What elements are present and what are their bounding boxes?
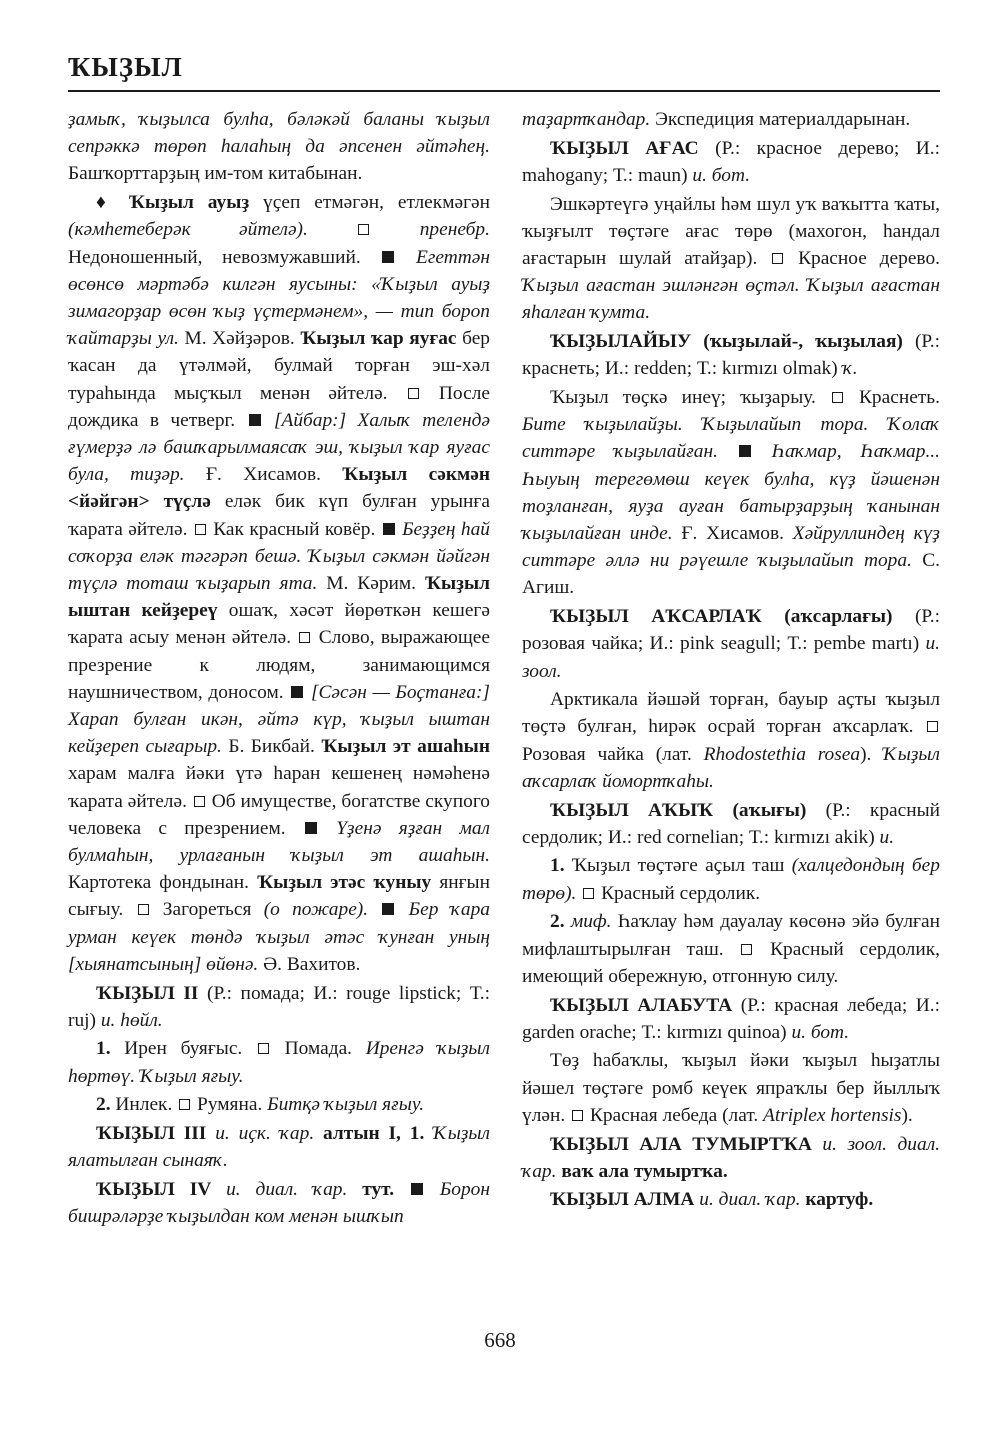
sense-number: 2. bbox=[96, 1094, 111, 1116]
label-text: пренебр. bbox=[419, 219, 490, 241]
translation-text: (Р.: розовая чайка; И.: pink seagull; Т.: pembe martı) bbox=[522, 606, 940, 655]
idiom-headword: Ҡыҙыл ыштан кейҙереү bbox=[68, 572, 490, 622]
translation-text: После дождика в четверг. bbox=[68, 382, 490, 431]
label-text: миф. bbox=[564, 911, 612, 933]
note-text: (о пожаре). bbox=[263, 899, 369, 921]
definition-text: Эшкәртеүгә уңайлы һәм шул уҡ ваҡытта ҡаты, ҡыҙғылт төҫтәге ағас төрө (махогон, һандал ағастарын шулай атайҙар). bbox=[522, 193, 940, 270]
open-square-icon bbox=[258, 1043, 269, 1054]
page-number: 668 bbox=[484, 1328, 516, 1352]
sense-1 bbox=[68, 1035, 490, 1089]
translation-text: Красный сердолик. bbox=[601, 882, 761, 904]
filled-square-icon bbox=[411, 1183, 423, 1195]
entry-kyzyl-akyk bbox=[522, 797, 940, 851]
example-text: Хәйруллиндең күҙ ситтәре әллә ни рәүешле ҡыҙылайып тора. bbox=[522, 523, 940, 572]
example-text: Үҙенә яҙған мал булмаһын, урлағанын ҡыҙыл эт ашаһын. bbox=[68, 817, 490, 866]
definition-text: еләк бик күп булған урынға ҡарата әйтелә. bbox=[68, 491, 490, 540]
entry-continuation bbox=[68, 106, 490, 188]
label-text: и. бот. bbox=[791, 1021, 850, 1043]
entry-kyzyl-agas bbox=[522, 135, 940, 189]
idiom-headword: Ҡыҙыл эт ашаһын bbox=[321, 736, 490, 758]
open-square-icon bbox=[583, 888, 594, 899]
example-text: Ҡыҙыл аҡсарлаҡ йомортҡаһы. bbox=[522, 743, 940, 792]
translation-text: (Р.: красный сердолик; И.: red cornelian; Т.: kırmızı akik) bbox=[522, 799, 941, 848]
definition-text: Һаҡлау һәм дауалау көсөнә эйә булған мифлаштырылған таш. bbox=[522, 911, 940, 960]
entry-headword: ҠЫҘЫЛ АҠЫҠ bbox=[550, 799, 714, 821]
translation-text: Красный сердолик, имеющий обережную, отгонную силу. bbox=[522, 938, 940, 987]
filled-square-icon bbox=[249, 414, 261, 426]
open-square-icon bbox=[358, 224, 369, 235]
definition-text: Арктикала йәшәй торған, бауыр аҫты ҡыҙыл төҫтә булған, һирәк осрай торған аҡсарлаҡ. bbox=[522, 689, 940, 738]
entry-headword: ҠЫҘЫЛ АЛА ТУМЫРТҠА bbox=[550, 1133, 812, 1155]
definition-text: ошаҡ, хәсәт йөрөткән кешегә ҡарата асыу менән әйтелә. bbox=[68, 600, 490, 649]
note-text: (халцедондың бер төрө). bbox=[522, 855, 940, 904]
diamond-icon: ♦ bbox=[96, 192, 129, 214]
definition-text: бер ҡасан да үтәлмәй, булмай торған эш-хәл тураһында мыҫҡыл менән әйтелә. bbox=[68, 328, 490, 404]
example-text: Егеттән өсөнсө мәртәбә килгән яусыны: «Ҡыҙыл ауыҙ зимагорҙар өсөн ҡыҙ үҫтермәнем», — тип бороп ҡайтарҙы ул. bbox=[68, 246, 490, 350]
cross-reference: картуф. bbox=[800, 1189, 874, 1211]
entry-kyzyl-ala-tumyrtka bbox=[522, 1131, 940, 1185]
example-text: Ҡыҙыл ялатылған сынаяҡ. bbox=[68, 1123, 490, 1172]
note-text: (кәмһетеберәк әйтелә). bbox=[68, 219, 308, 241]
sense-2 bbox=[522, 908, 940, 990]
open-square-icon bbox=[138, 904, 149, 915]
translation-text: Помада. bbox=[284, 1038, 366, 1060]
example-text: Битқә ҡыҙыл яғыу. bbox=[267, 1094, 425, 1116]
entry-headword: ҠЫҘЫЛ АҒАС bbox=[550, 137, 699, 159]
definition-paragraph bbox=[522, 1047, 940, 1129]
translation-text: Красная лебеда (лат. bbox=[589, 1104, 764, 1126]
source-text: Ә. Вахитов. bbox=[258, 953, 361, 975]
example-text: Ҡыҙыл ағастан эшләнгән өҫтәл. Ҡыҙыл ағастан яһалған ҡумта. bbox=[522, 275, 940, 324]
latin-name: Rhodostethia rosea bbox=[703, 743, 861, 765]
translation-text: (Р.: красная лебеда; И.: garden orache; Т.: kırmızı quinoa) bbox=[522, 994, 941, 1043]
forms-text: (аҡығы) bbox=[713, 799, 807, 821]
entry-kyzyl-aksarlak bbox=[522, 603, 940, 685]
example-text: ҙамыҡ, ҡыҙылса булһа, бәләкәй баланы ҡыҙыл сепрәккә төрөп һалаһың да әпсенен әйтәһең. bbox=[68, 109, 490, 158]
source-text: М. Хәйҙәров. bbox=[178, 328, 301, 350]
open-square-icon bbox=[179, 1099, 190, 1110]
label-text: и. һөйл. bbox=[100, 1009, 163, 1031]
translation-text: Как красный ковёр. bbox=[213, 518, 381, 540]
translation-text: Об имуществе, богатстве скупого человека с презрением. bbox=[68, 790, 490, 839]
label-text: и. зоол. диал. ҡар. bbox=[522, 1133, 941, 1182]
translation-text: Недоношенный, невозмужавший. bbox=[68, 246, 381, 268]
entry-continuation bbox=[522, 106, 940, 133]
entry-kyzyl-3 bbox=[68, 1120, 490, 1174]
source-text: Картотека фондынан. bbox=[68, 872, 258, 894]
label-text: и. бот. bbox=[692, 164, 751, 186]
source-text: Ғ. Хисамов. bbox=[184, 464, 343, 486]
open-square-icon bbox=[408, 388, 419, 399]
sense-2 bbox=[68, 1091, 490, 1118]
entry-headword: ҠЫҘЫЛАЙЫУ bbox=[550, 331, 692, 353]
definition-paragraph bbox=[522, 191, 940, 327]
entry-headword: ҠЫҘЫЛ II bbox=[96, 982, 199, 1004]
source-text: Б. Бикбай. bbox=[221, 736, 322, 758]
translation-text: Румяна. bbox=[197, 1094, 268, 1116]
open-square-icon bbox=[299, 632, 310, 643]
source-text: С. Агиш. bbox=[522, 550, 940, 599]
definition-text: Ҡыҙыл төҫтәге аҫыл таш bbox=[564, 855, 792, 877]
translation-text: Слово, выражающее презрение к людям, занимающимся наушничеством, доносом. bbox=[68, 627, 490, 703]
translation-text: (Р.: красное дерево; И.: mahogany; Т.: maun) bbox=[522, 137, 940, 186]
idiom-headword: Ҡыҙыл ауыҙ bbox=[128, 192, 250, 214]
definition-paragraph bbox=[522, 384, 940, 602]
label-text: и. диал. ҡар. bbox=[211, 1178, 348, 1200]
definition-text: Инлек. bbox=[110, 1094, 178, 1116]
punctuation: ). bbox=[860, 743, 884, 765]
definition-text: харам малға йәки үтә һаран кешенең нәмәһенә ҡарата әйтелә. bbox=[68, 763, 490, 812]
definition-text: Ҡыҙыл төҫкә инеү; ҡыҙарыу. bbox=[550, 387, 830, 409]
filled-square-icon bbox=[383, 523, 395, 535]
idiom-headword: Ҡыҙыл сәкмән <йәйгән> түҫлә bbox=[68, 464, 490, 513]
filled-square-icon bbox=[739, 445, 751, 457]
open-square-icon bbox=[927, 721, 938, 732]
open-square-icon bbox=[194, 796, 205, 807]
filled-square-icon bbox=[382, 251, 394, 263]
header-rule bbox=[68, 90, 940, 92]
definition-text: Төҙ һабаҡлы, ҡыҙыл йәки ҡыҙыл һыҙатлы йәшел төҫтәге ромб кеүек япраҡлы бер йыллыҡ үлән. bbox=[522, 1050, 940, 1126]
open-square-icon bbox=[772, 253, 783, 264]
open-square-icon bbox=[195, 524, 206, 535]
example-text: [Сәсән — Боҫтанға:] Харап булған икән, әйтә күр, ҡыҙыл ыштан кейҙереп сығарыр. bbox=[68, 681, 490, 758]
example-text: Иренгә ҡыҙыл һөртөү. Ҡыҙыл яғыу. bbox=[68, 1038, 490, 1087]
open-square-icon bbox=[832, 392, 843, 403]
entry-kyzyl-alabuta bbox=[522, 992, 940, 1046]
label-text: и. bbox=[879, 826, 895, 848]
definition-text: Ирен буяғыс. bbox=[110, 1038, 256, 1060]
entry-kyzyl-4 bbox=[68, 1176, 490, 1230]
label-text: и. диал. ҡар. bbox=[694, 1189, 801, 1211]
example-text: Һаҡмар, Һаҡмар... Һыуың терегөмөш кеүек булһа, күҙ йәшенән тоҙланған, яуҙа ауған батырҙарҙың ҡанынан ҡыҙылайған инде. bbox=[522, 441, 940, 545]
example-text: Беҙҙең һай соҡорҙа еләк тәгәрәп бешә. Ҡыҙыл сәкмән йәйгән түҫлә тоташ ҡыҙарып ята. bbox=[68, 518, 490, 594]
example-text: таҙартҡандар. bbox=[522, 109, 651, 130]
label-text: и. иҫк. ҡар. bbox=[206, 1123, 315, 1145]
entry-kyzyl-alma bbox=[522, 1186, 940, 1213]
latin-name: Atriplex hortensis bbox=[763, 1104, 902, 1126]
example-text: [Айбар:] Халыҡ телендә ғүмерҙә лә башҡарылмаясаҡ эш, ҡыҙыл ҡар яуғас була, тиҙәр. bbox=[68, 409, 490, 486]
entry-headword: ҠЫҘЫЛ АЛМА bbox=[550, 1189, 695, 1211]
open-square-icon bbox=[741, 944, 752, 955]
definition-text: үҫеп етмәгән, етлекмәгән bbox=[249, 192, 491, 214]
idiom-headword: Ҡыҙыл этәс ҡуныу bbox=[257, 872, 432, 894]
entry-headword: ҠЫҘЫЛ III bbox=[96, 1123, 207, 1145]
source-text: Ғ. Хисамов. bbox=[672, 523, 793, 545]
example-text: Борон бишрәләрҙе ҡыҙылдан ком менән ышҡып bbox=[68, 1178, 490, 1228]
cross-reference: ваҡ ала тумыртҡа. bbox=[556, 1160, 728, 1182]
filled-square-icon bbox=[382, 903, 394, 915]
page-header-title: ҠЫҘЫЛ bbox=[68, 52, 183, 82]
definition-paragraph bbox=[522, 686, 940, 795]
definition-text: янғын сығыу. bbox=[68, 872, 490, 921]
translation-text: Загореться bbox=[162, 899, 264, 921]
entry-headword: ҠЫҘЫЛ АЛАБУТА bbox=[550, 994, 733, 1016]
source-text: Экспедиция материалдарынан. bbox=[650, 109, 911, 130]
example-text: Бер ҡара урман кеүек төндә ҡыҙыл әтәс ҡунған уның [хыянатсының] өйөнә. bbox=[68, 899, 490, 975]
translation-text: (Р.: помада; И.: rouge lipstick; Т.: ruj) bbox=[68, 982, 490, 1031]
sense-number: 1. bbox=[550, 855, 565, 877]
entry-headword: ҠЫҘЫЛ IV bbox=[96, 1178, 212, 1200]
right-column bbox=[522, 106, 940, 1215]
source-text: Башҡорттарҙың им-том китабынан. bbox=[68, 163, 363, 185]
idiom-headword: Ҡыҙыл ҡар яуғас bbox=[300, 328, 457, 350]
label-text: и. зоол. bbox=[522, 633, 940, 682]
sense-1 bbox=[522, 852, 940, 906]
forms-text: (аҡсарлағы) bbox=[761, 606, 893, 628]
entry-headword: ҠЫҘЫЛ АҠСАРЛАҠ bbox=[550, 606, 762, 628]
filled-square-icon bbox=[291, 686, 303, 698]
source-text: М. Кәрим. bbox=[317, 572, 425, 594]
example-text: Бите ҡыҙылайҙы. Ҡыҙылайып тора. Ҡолаҡ ситтәре ҡыҙылайған. bbox=[522, 414, 940, 463]
forms-text: (ҡыҙылай-, ҡыҙылая) bbox=[691, 331, 903, 353]
cross-reference: тут. bbox=[347, 1178, 395, 1200]
translation-text: Розовая чайка (лат. bbox=[522, 743, 704, 765]
entry-kyzylaiyu bbox=[522, 328, 940, 382]
filled-square-icon bbox=[305, 822, 317, 834]
cross-reference: алтын I, 1. bbox=[314, 1123, 425, 1145]
sense-number: 1. bbox=[96, 1038, 111, 1060]
punctuation: ). bbox=[901, 1104, 913, 1126]
open-square-icon bbox=[572, 1110, 583, 1121]
label-text: ҡ. bbox=[842, 358, 858, 380]
translation-text: (Р.: краснеть; И.: redden; Т.: kırmızı olmak) bbox=[522, 331, 940, 380]
translation-text: Краснеть. bbox=[859, 387, 940, 409]
translation-text: Красное дерево. bbox=[798, 248, 940, 270]
idiom-block bbox=[68, 189, 490, 978]
entry-kyzyl-2 bbox=[68, 980, 490, 1034]
sense-number: 2. bbox=[550, 911, 565, 933]
left-column bbox=[68, 106, 490, 1232]
